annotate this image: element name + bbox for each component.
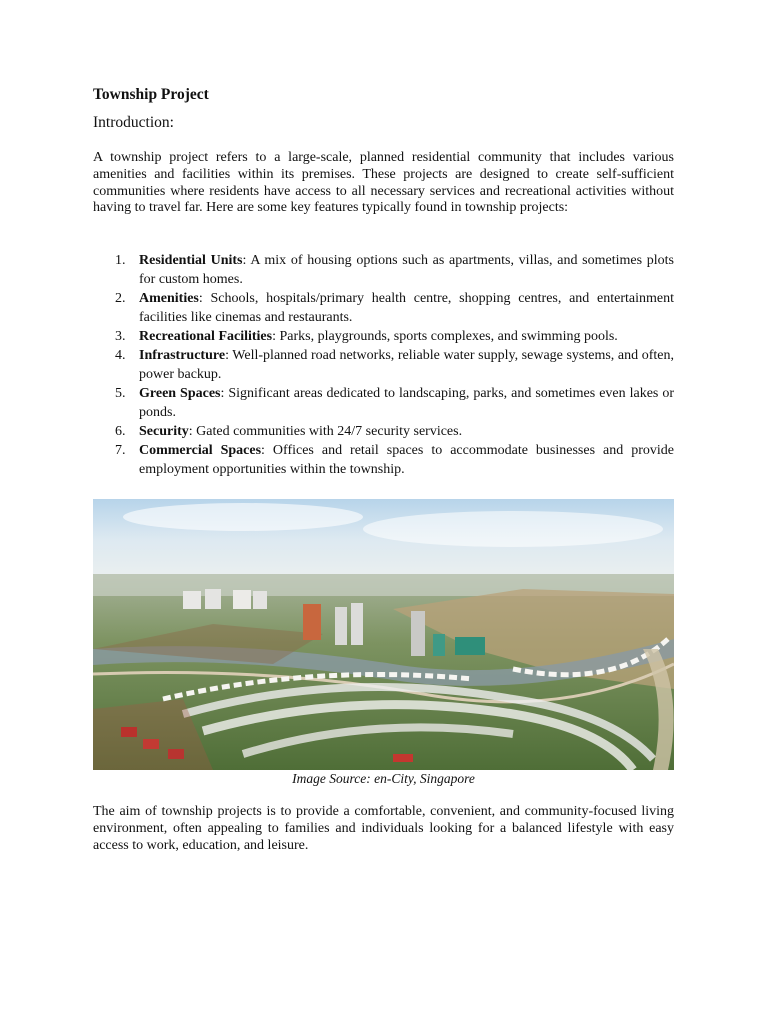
list-item — [93, 384, 674, 422]
township-aerial-photo — [93, 499, 674, 770]
feature-term: Commercial Spaces — [139, 443, 262, 458]
list-item — [93, 327, 674, 346]
intro-paragraph: A township project refers to a large-scale, planned residential community that includes various amenities and facilities within its premises. These projects are designed to create self-sufficient communities where residents have access to all necessary services and recreational activities without having to travel far. Here are some key features typically found in township projects: — [93, 150, 674, 216]
feature-term: Security — [139, 424, 189, 439]
section-heading: Introduction: — [93, 114, 174, 131]
document-title: Township Project — [93, 86, 209, 103]
list-number: 7. — [115, 443, 126, 458]
feature-description: : Well-planned road networks, reliable water supply, sewage systems, and often, power backup. — [139, 348, 674, 382]
list-number: 5. — [115, 386, 126, 401]
feature-term: Residential Units — [139, 253, 243, 268]
list-number: 4. — [115, 348, 126, 363]
list-item — [93, 251, 674, 289]
list-item — [93, 422, 674, 441]
list-item — [93, 346, 674, 384]
feature-description: : Significant areas dedicated to landscaping, parks, and sometimes even lakes or ponds. — [139, 386, 675, 420]
list-item — [93, 441, 674, 479]
feature-term: Amenities — [139, 291, 199, 306]
feature-term: Recreational Facilities — [139, 329, 273, 344]
features-list — [93, 251, 674, 479]
feature-description: : Schools, hospitals/primary health centre, shopping centres, and entertainment facilities like cinemas and restaurants. — [139, 291, 674, 325]
feature-term: Infrastructure — [139, 348, 226, 363]
feature-description: : Gated communities with 24/7 security services. — [188, 424, 463, 439]
conclusion-paragraph: The aim of township projects is to provide a comfortable, convenient, and community-focused living environment, often appealing to families and individuals looking for a balanced lifestyle with easy access to work, education, and leisure. — [93, 804, 674, 853]
list-number: 1. — [115, 253, 126, 268]
feature-term: Green Spaces — [139, 386, 221, 401]
list-number: 3. — [115, 329, 126, 344]
list-number: 6. — [115, 424, 126, 439]
feature-description: : Parks, playgrounds, sports complexes, and swimming pools. — [272, 329, 618, 344]
feature-description: : Offices and retail spaces to accommodate businesses and provide employment opportunities within the township. — [139, 443, 674, 477]
list-item — [93, 289, 674, 327]
list-number: 2. — [115, 291, 126, 306]
feature-description: : A mix of housing options such as apartments, villas, and sometimes plots for custom homes. — [139, 253, 674, 287]
image-caption: Image Source: en-City, Singapore — [292, 771, 475, 786]
